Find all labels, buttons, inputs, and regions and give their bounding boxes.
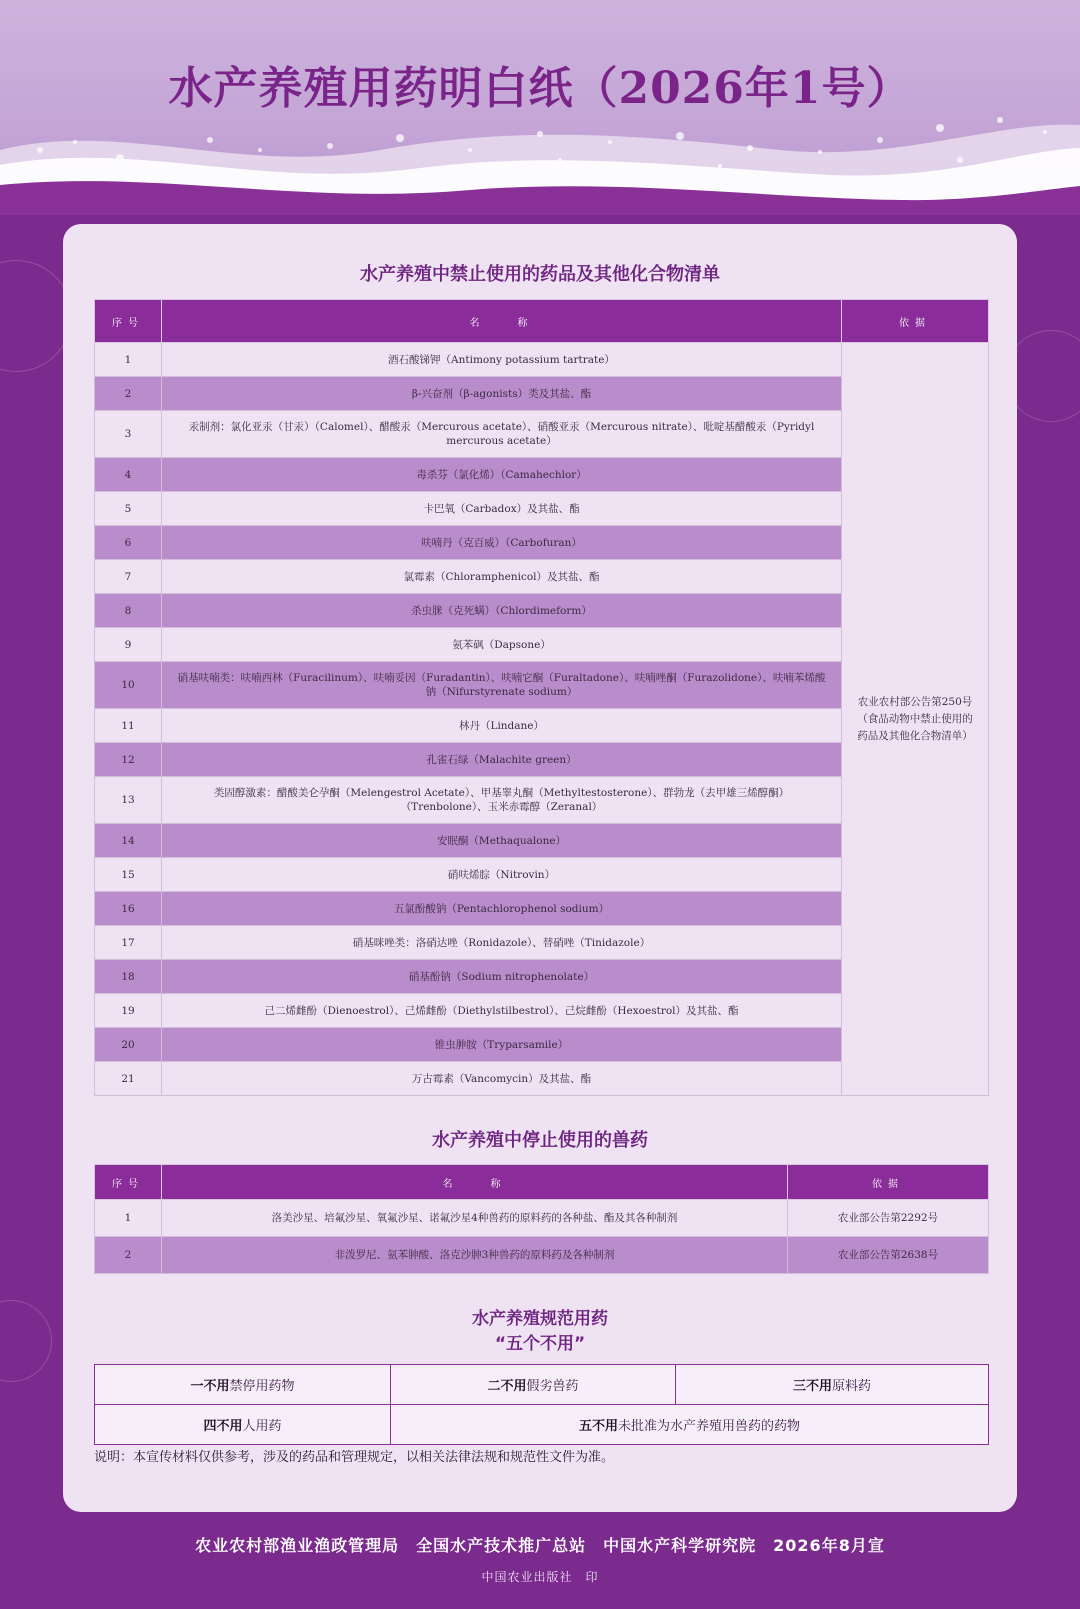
col-header-name: 名 称 [162, 300, 842, 343]
rule-lead: 二不用 [487, 1379, 527, 1394]
drug-name: 非泼罗尼、氨苯胂酸、洛克沙胂3种兽药的原料药及各种制剂 [162, 1237, 788, 1274]
rule-text: 假劣兽药 [526, 1379, 579, 1394]
rule-lead: 四不用 [203, 1419, 243, 1434]
row-number: 5 [95, 492, 162, 526]
table-row [95, 1200, 989, 1237]
content-panel [63, 224, 1017, 1512]
row-number: 19 [95, 994, 162, 1028]
printer-line: 中国农业出版社 印 [481, 1570, 599, 1584]
row-number: 3 [95, 411, 162, 458]
rule-lead: 五不用 [578, 1419, 618, 1434]
row-number: 10 [95, 662, 162, 709]
drug-name: 氨苯砜（Dapsone） [162, 628, 842, 662]
table-row [95, 1237, 989, 1274]
row-number: 20 [95, 1028, 162, 1062]
five-section-title: 水产养殖规范用药 [472, 1309, 608, 1329]
row-number: 8 [95, 594, 162, 628]
banned-section-title: 水产养殖中禁止使用的药品及其他化合物清单 [360, 264, 720, 285]
row-number: 11 [95, 709, 162, 743]
stopped-drugs-table [94, 1164, 989, 1274]
basis-cell: 农业部公告第2638号 [788, 1237, 989, 1274]
drug-name: 万古霉素（Vancomycin）及其盐、酯 [162, 1062, 842, 1096]
drug-name: 酒石酸锑钾（Antimony potassium tartrate） [162, 343, 842, 377]
col-header-number: 序号 [95, 300, 162, 343]
drug-name: 氯霉素（Chloramphenicol）及其盐、酯 [162, 560, 842, 594]
drug-name: 林丹（Lindane） [162, 709, 842, 743]
rule-item [95, 1365, 391, 1405]
drug-name: 己二烯雌酚（Dienoestrol）、己烯雌酚（Diethylstilbestrol）、己烷雌酚（Hexoestrol）及其盐、酯 [162, 994, 842, 1028]
drug-name: 五氯酚酸钠（Pentachlorophenol sodium） [162, 892, 842, 926]
disclaimer-note: 说明：本宣传材料仅供参考，涉及的药品和管理规定，以相关法律法规和规范性文件为准。 [94, 1450, 615, 1465]
row-number: 12 [95, 743, 162, 777]
drug-name: β-兴奋剂（β-agonists）类及其盐、酯 [162, 377, 842, 411]
col-header-basis: 依据 [788, 1165, 989, 1200]
rule-item [676, 1365, 989, 1405]
drug-name: 孔雀石绿（Malachite green） [162, 743, 842, 777]
bubble-decoration [0, 1300, 52, 1382]
row-number: 1 [95, 1200, 162, 1237]
drug-name: 锥虫胂胺（Tryparsamile） [162, 1028, 842, 1062]
header-banner [0, 0, 1080, 215]
rule-item [391, 1405, 989, 1445]
rule-item [95, 1405, 391, 1445]
issuer-line: 农业农村部渔业渔政管理局 全国水产技术推广总站 中国水产科学研究院 2026年8月宣 [195, 1536, 885, 1555]
drug-name: 洛美沙星、培氟沙星、氧氟沙星、诺氟沙星4种兽药的原料药的各种盐、酯及其各种制剂 [162, 1200, 788, 1237]
drug-name: 硝基酚钠（Sodium nitrophenolate） [162, 960, 842, 994]
row-number: 17 [95, 926, 162, 960]
drug-name: 汞制剂：氯化亚汞（甘汞）（Calomel）、醋酸汞（Mercurous acetate）、硝酸亚汞（Mercurous nitrate）、吡啶基醋酸汞（Pyridyl mercurous acetate） [162, 411, 842, 458]
row-number: 18 [95, 960, 162, 994]
rule-text: 人用药 [242, 1419, 282, 1434]
table-row [95, 343, 989, 377]
page-title: 水产养殖用药明白纸（2026年1号） [168, 63, 912, 114]
row-number: 7 [95, 560, 162, 594]
rule-text: 原料药 [832, 1379, 872, 1394]
col-header-name: 名 称 [162, 1165, 788, 1200]
row-number: 1 [95, 343, 162, 377]
drug-name: 安眠酮（Methaqualone） [162, 824, 842, 858]
rule-text: 禁停用药物 [229, 1379, 295, 1394]
drug-name: 硝基呋喃类：呋喃西林（Furacilinum）、呋喃妥因（Furadantin）、呋喃它酮（Furaltadone）、呋喃唑酮（Furazolidone）、呋喃苯烯酸钠（Nifurstyrenate sodium） [162, 662, 842, 709]
row-number: 2 [95, 1237, 162, 1274]
drug-name: 硝呋烯腙（Nitrovin） [162, 858, 842, 892]
row-number: 16 [95, 892, 162, 926]
row-number: 2 [95, 377, 162, 411]
drug-name: 类固醇激素：醋酸美仑孕酮（Melengestrol Acetate）、甲基睾丸酮（Methyltestosterone）、群勃龙（去甲雄三烯醇酮）（Trenbolone）、玉米赤霉醇（Zeranal） [162, 777, 842, 824]
drug-name: 呋喃丹（克百威）（Carbofuran） [162, 526, 842, 560]
row-number: 14 [95, 824, 162, 858]
row-number: 15 [95, 858, 162, 892]
rule-item [391, 1365, 676, 1405]
drug-name: 硝基咪唑类：洛硝达唑（Ronidazole）、替硝唑（Tinidazole） [162, 926, 842, 960]
bubble-decoration [0, 260, 72, 372]
row-number: 9 [95, 628, 162, 662]
rule-lead: 三不用 [792, 1379, 832, 1394]
basis-cell: 农业部公告第2292号 [788, 1200, 989, 1237]
rule-lead: 一不用 [190, 1379, 230, 1394]
row-number: 4 [95, 458, 162, 492]
five-rules-table [94, 1364, 989, 1445]
row-number: 13 [95, 777, 162, 824]
rule-text: 未批准为水产养殖用兽药的药物 [618, 1419, 801, 1434]
banned-drugs-table [94, 299, 989, 1096]
five-section-subtitle: “五个不用” [494, 1334, 586, 1354]
col-header-number: 序号 [95, 1165, 162, 1200]
row-number: 21 [95, 1062, 162, 1096]
drug-name: 卡巴氧（Carbadox）及其盐、酯 [162, 492, 842, 526]
stopped-section-title: 水产养殖中停止使用的兽药 [432, 1130, 648, 1151]
col-header-basis: 依据 [842, 300, 989, 343]
drug-name: 杀虫脒（克死螨）（Chlordimeform） [162, 594, 842, 628]
basis-cell: 农业农村部公告第250号（食品动物中禁止使用的药品及其他化合物清单） [842, 343, 989, 1096]
drug-name: 毒杀芬（氯化烯）（Camahechlor） [162, 458, 842, 492]
row-number: 6 [95, 526, 162, 560]
